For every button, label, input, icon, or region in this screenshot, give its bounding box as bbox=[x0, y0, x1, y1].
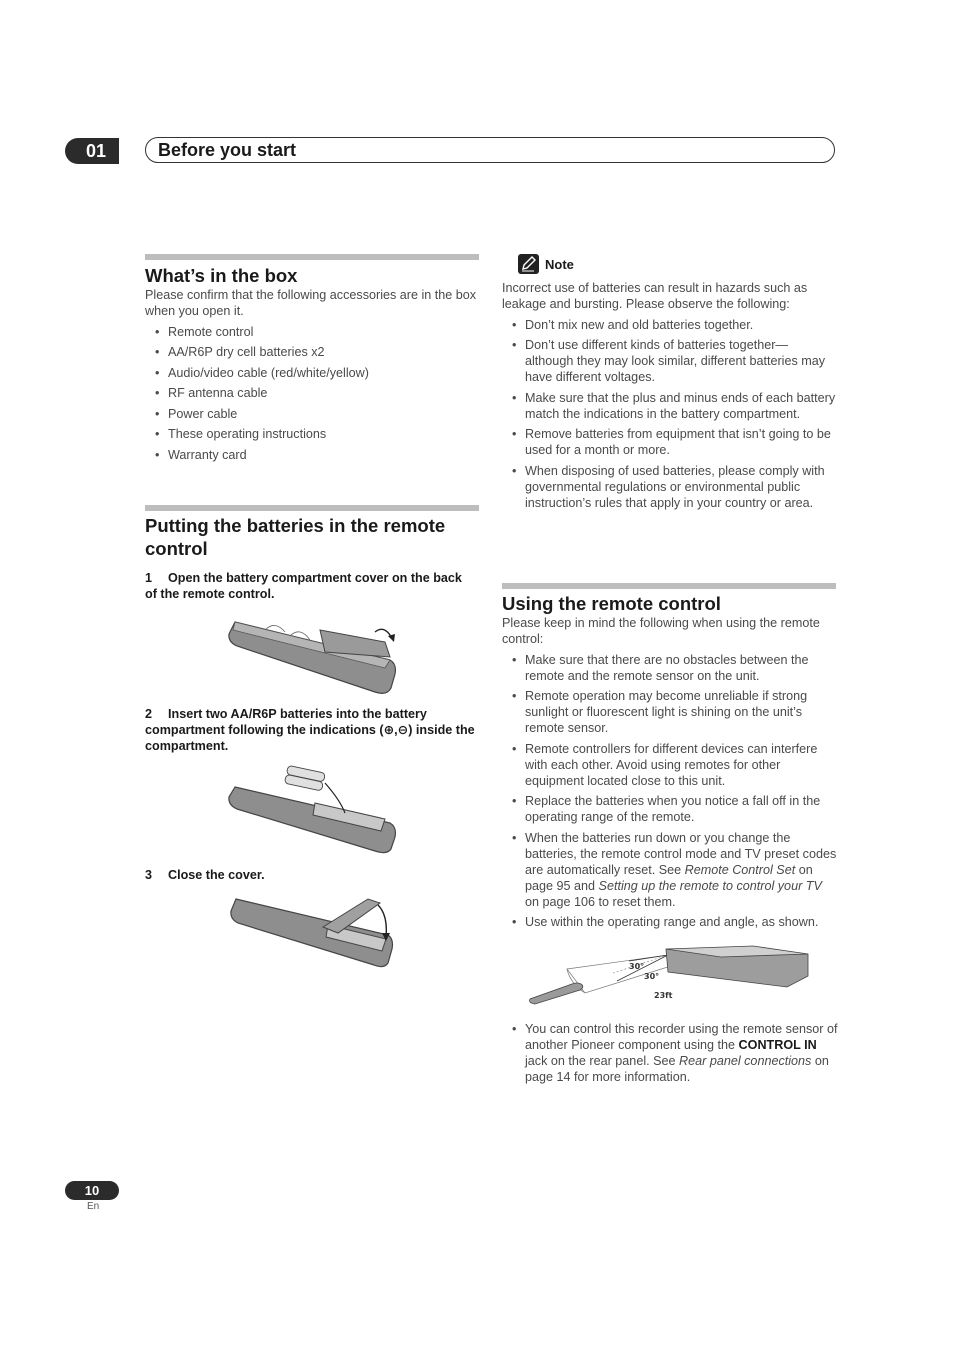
step-number: 2 bbox=[145, 707, 153, 721]
list-item bbox=[502, 1021, 838, 1085]
whats-in-box-section bbox=[145, 264, 481, 463]
angle-label: 30° bbox=[644, 972, 660, 981]
step-text: Close the cover. bbox=[168, 868, 265, 882]
cross-reference: Rear panel connections bbox=[679, 1053, 812, 1068]
section-rule bbox=[145, 254, 479, 260]
list-item: • Don’t use different kinds of batteries together—although they may look similar, different batteries may have different voltages. bbox=[502, 337, 836, 385]
remote-open-cover-illustration bbox=[225, 612, 405, 698]
text: jack on the rear panel. See bbox=[525, 1053, 680, 1068]
step-number: 1 bbox=[145, 571, 153, 585]
using-remote-extra bbox=[502, 1016, 838, 1085]
remote-range-diagram bbox=[525, 943, 815, 1009]
list-item: • Remote controllers for different devices can interfere with each other. Avoid using remotes for other equipment located close to this unit. bbox=[502, 741, 838, 789]
section-title: Putting the batteries in the remote control bbox=[145, 515, 446, 559]
section-rule bbox=[145, 505, 479, 511]
list-item: • When disposing of used batteries, please comply with governmental regulations or environmental public instruction’s rules that apply in your country or area. bbox=[502, 463, 836, 511]
list-item: • RF antenna cable bbox=[145, 385, 481, 401]
remote-insert-batteries-illustration bbox=[225, 765, 405, 855]
step-1 bbox=[145, 570, 475, 602]
section-intro: Please confirm that the following accessories are in the box when you open it. bbox=[145, 288, 477, 318]
step-2 bbox=[145, 706, 480, 754]
chapter-number: 01 bbox=[85, 141, 107, 161]
note-section bbox=[502, 280, 836, 511]
list-item: • Warranty card bbox=[145, 447, 481, 463]
accessory-list bbox=[145, 324, 481, 463]
section-title: Using the remote control bbox=[502, 593, 721, 614]
list-item: • Remote operation may become unreliable if strong sunlight or fluorescent light is shining on the unit’s remote sensor. bbox=[502, 688, 838, 736]
usage-list bbox=[502, 652, 838, 931]
step-number: 3 bbox=[145, 868, 153, 882]
cross-reference: Setting up the remote to control your TV bbox=[598, 878, 822, 893]
note-intro: Incorrect use of batteries can result in hazards such as leakage and bursting. Please observe the following: bbox=[502, 281, 808, 311]
using-remote-section bbox=[502, 592, 838, 930]
section-intro: Please keep in mind the following when using the remote control: bbox=[502, 616, 820, 646]
text: on page 95 and bbox=[525, 862, 813, 893]
text: on page 14 for more information. bbox=[525, 1053, 829, 1084]
control-in-jack-label: CONTROL IN bbox=[738, 1037, 817, 1052]
usage-list-continued bbox=[502, 1021, 838, 1085]
page-number: 10 bbox=[65, 1181, 119, 1200]
list-item bbox=[502, 830, 838, 910]
step-3 bbox=[145, 867, 475, 883]
step-text: Open the battery compartment cover on the back of the remote control. bbox=[145, 571, 462, 601]
list-item: • Remove batteries from equipment that isn’t going to be used for a month or more. bbox=[502, 426, 836, 458]
list-item: • Remote control bbox=[145, 324, 481, 340]
list-item: • Use within the operating range and angle, as shown. bbox=[502, 914, 838, 930]
step-text: Insert two AA/R6P batteries into the battery compartment following the indications (⊕,⊖) inside the compartment. bbox=[145, 707, 475, 753]
batteries-section bbox=[145, 514, 475, 560]
remote-close-cover-illustration bbox=[228, 893, 398, 973]
list-item: • Make sure that the plus and minus ends of each battery match the indications in the battery compartment. bbox=[502, 390, 836, 422]
section-rule bbox=[502, 583, 836, 589]
list-item: • Audio/video cable (red/white/yellow) bbox=[145, 365, 481, 381]
distance-label: 23ft bbox=[654, 991, 673, 1000]
chapter-title: Before you start bbox=[158, 140, 297, 160]
text: on page 106 to reset them. bbox=[525, 894, 676, 909]
list-item: • These operating instructions bbox=[145, 426, 481, 442]
text: You can control this recorder using the remote sensor of another Pioneer component using the bbox=[525, 1021, 838, 1052]
list-item: • Don’t mix new and old batteries together. bbox=[502, 317, 836, 333]
list-item: • Replace the batteries when you notice a fall off in the operating range of the remote. bbox=[502, 793, 838, 825]
chapter-number-badge bbox=[65, 138, 119, 164]
list-item: • Make sure that there are no obstacles between the remote and the remote sensor on the unit. bbox=[502, 652, 838, 684]
section-title: What’s in the box bbox=[145, 265, 298, 286]
page-language: En bbox=[87, 1201, 100, 1212]
list-item: • AA/R6P dry cell batteries x2 bbox=[145, 344, 481, 360]
note-label: Note bbox=[545, 257, 574, 272]
angle-label: 30° bbox=[629, 962, 645, 971]
text: When the batteries run down or you change the batteries, the remote control mode and TV preset codes are automatically reset. See bbox=[525, 830, 837, 877]
list-item: • Power cable bbox=[145, 406, 481, 422]
cross-reference: Remote Control Set bbox=[684, 862, 796, 877]
note-list bbox=[502, 317, 836, 511]
note-pencil-icon bbox=[518, 254, 539, 274]
